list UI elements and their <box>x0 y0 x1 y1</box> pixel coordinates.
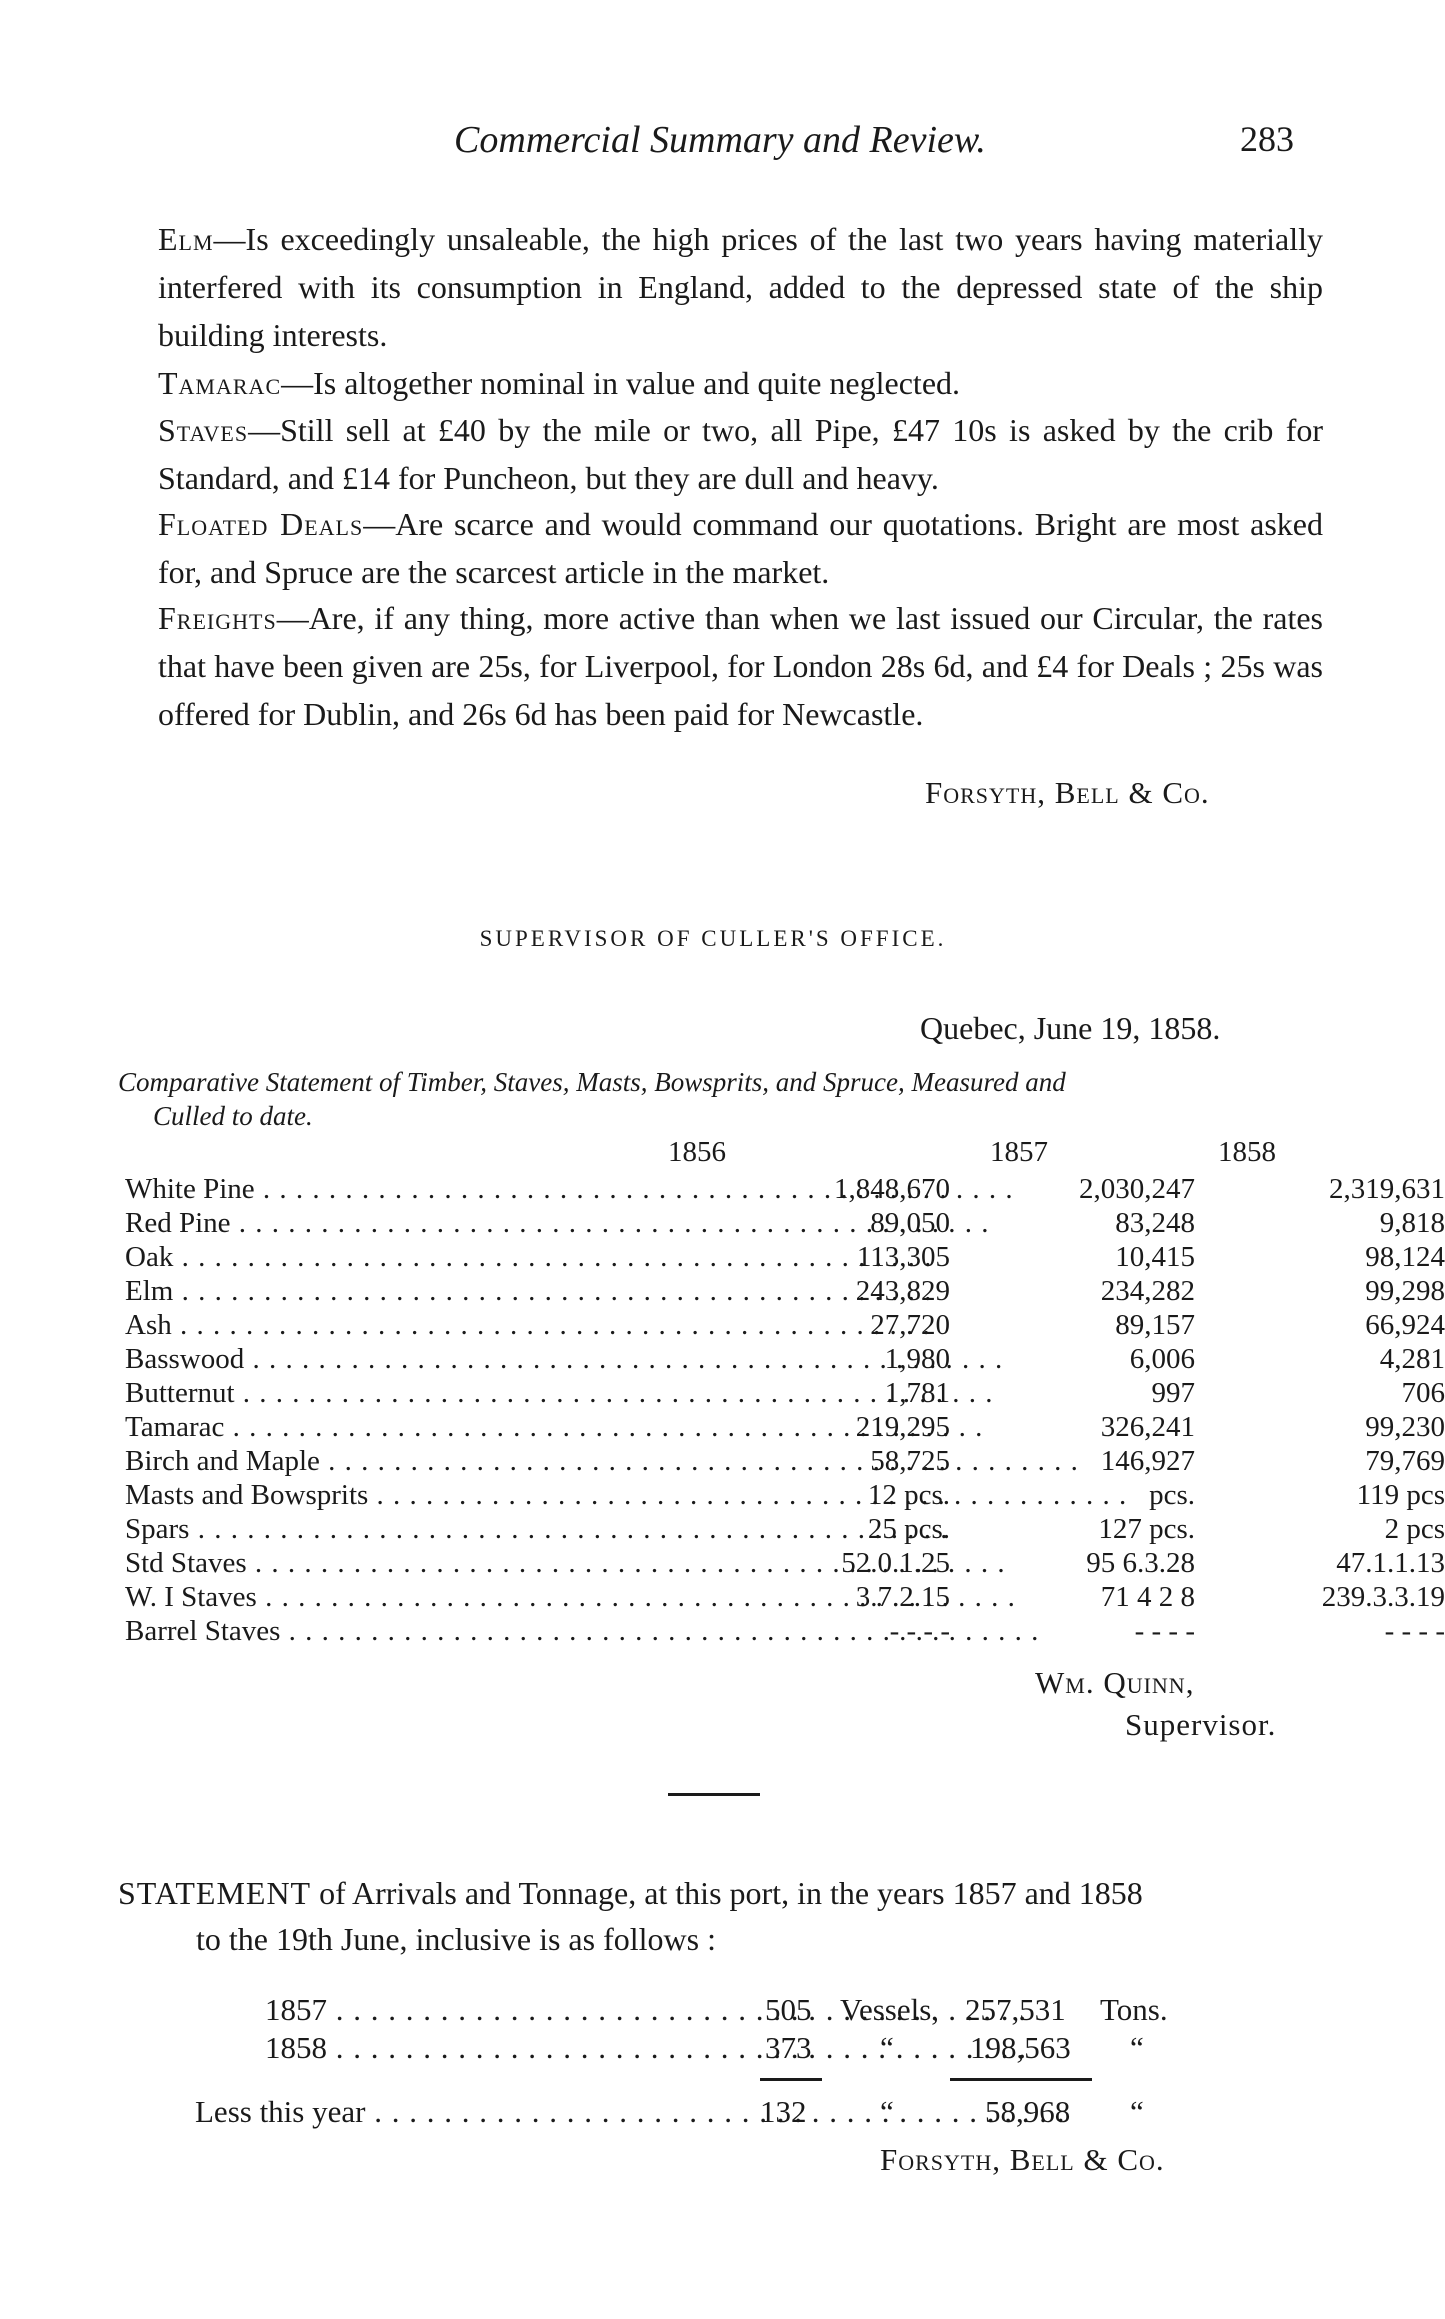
value-1858: - - - - <box>1384 1615 1445 1647</box>
value-1856: 89,050 <box>870 1207 950 1239</box>
value-1858: 2,319,631 <box>1329 1173 1445 1205</box>
value-1856: 52.0.1.25 <box>841 1547 950 1579</box>
paragraph-term: Tamarac <box>158 365 282 401</box>
row-label: Oak . . . <box>125 1241 685 1274</box>
paragraph-text: —Is exceedingly unsaleable, the high prices of the last two years having materially interfered with its consumption in England, added to the depressed state of the ship building interests. <box>158 221 1323 353</box>
statement-row <box>0 1992 1426 2032</box>
table-row <box>125 1411 1445 1445</box>
tonnage: 198,563 <box>970 2030 1071 2065</box>
paragraph-text: —Is altogether nominal in value and quite neglected. <box>281 365 961 401</box>
year-column-header: 1858 <box>1218 1136 1276 1168</box>
row-label: Elm . . . <box>125 1275 685 1308</box>
statement-lead: STATEMENT <box>118 1875 312 1911</box>
paragraph-term: Freights <box>158 600 277 636</box>
value-1857: - - - - <box>1134 1615 1195 1647</box>
table-row <box>125 1445 1445 1479</box>
table-row <box>125 1309 1445 1343</box>
paragraph-freights <box>158 594 1323 738</box>
page-number: 283 <box>1240 119 1294 159</box>
value-1857: 127 pcs. <box>1098 1513 1195 1545</box>
table-row <box>125 1343 1445 1377</box>
value-1858: 4,281 <box>1379 1343 1445 1375</box>
row-label: W. I Staves . . . <box>125 1581 685 1614</box>
sum-rule <box>760 2078 822 2081</box>
paragraph-term: Elm <box>158 221 214 257</box>
table-row <box>125 1377 1445 1411</box>
value-1857: 89,157 <box>1115 1309 1195 1341</box>
tonnage: 257,531 <box>965 1992 1066 2027</box>
value-1856: 3.7.2.15 <box>855 1581 950 1613</box>
row-label: Tamarac . . . <box>125 1411 685 1444</box>
row-label: Barrel Staves . . . <box>125 1615 685 1648</box>
value-1858: 99,230 <box>1365 1411 1445 1443</box>
value-1856: 58,725 <box>870 1445 950 1477</box>
value-1857: 95 6.3.28 <box>1086 1547 1195 1579</box>
row-label: Masts and Bowsprits . . . <box>125 1479 685 1512</box>
paragraph-text: —Are scarce and would command our quotations. Bright are most asked for, and Spruce are the scarcest article in the market. <box>158 506 1324 590</box>
vessel-unit: “ <box>880 2030 894 2065</box>
statement-year: 1858 . . . <box>265 2030 743 2066</box>
row-label: Std Staves . . . <box>125 1547 685 1580</box>
value-1857: 83,248 <box>1115 1207 1195 1239</box>
caption-line: Comparative Statement of Timber, Staves, Masts, Bowsprits, and Spruce, Measured and <box>118 1067 1066 1097</box>
table-row <box>125 1275 1445 1309</box>
value-1858: 47.1.1.13 <box>1336 1547 1445 1579</box>
value-1856: 1,980 <box>884 1343 950 1375</box>
value-1856: 25 pcs. <box>867 1513 950 1545</box>
signature-forsyth-bell: Forsyth, Bell & Co. <box>925 775 1210 810</box>
vessel-count: 373 <box>765 2030 812 2065</box>
value-1857: 146,927 <box>1100 1445 1195 1477</box>
value-1856: 27,720 <box>870 1309 950 1341</box>
statement-year: 1857 . . . <box>265 1992 743 2028</box>
office-title: SUPERVISOR OF CULLER'S OFFICE. <box>479 926 947 951</box>
row-label: Basswood . . . <box>125 1343 685 1376</box>
paragraph-floated-deals <box>158 500 1323 596</box>
row-label: Spars . . . <box>125 1513 685 1546</box>
year-column-header: 1856 <box>668 1136 726 1168</box>
value-1857: 234,282 <box>1100 1275 1195 1307</box>
supervisor-title: Supervisor. <box>1125 1707 1277 1742</box>
value-1858: 79,769 <box>1365 1445 1445 1477</box>
tonnage-unit: “ <box>1130 2030 1144 2065</box>
value-1858: 706 <box>1401 1377 1445 1409</box>
value-1857: 997 <box>1151 1377 1195 1409</box>
year-column-header: 1857 <box>990 1136 1048 1168</box>
value-1858: 98,124 <box>1365 1241 1445 1273</box>
row-label: Birch and Maple . . . <box>125 1445 685 1478</box>
paragraph-term: Floated Deals <box>158 506 364 542</box>
dateline: Quebec, June 19, 1858. <box>920 1010 1221 1046</box>
row-label: Butternut . . . <box>125 1377 685 1410</box>
statement-line: of Arrivals and Tonnage, at this port, in the years 1857 and 1858 <box>311 1875 1143 1911</box>
paragraph-staves <box>158 406 1323 502</box>
value-1856: 1,848,670 <box>834 1173 950 1205</box>
paragraph-term: Staves <box>158 412 249 448</box>
statement-text <box>118 1870 1328 1962</box>
paragraph-text: —Still sell at £40 by the mile or two, all Pipe, £47 10s is asked by the crib for Standard, and £14 for Puncheon, but they are dull and heavy. <box>158 412 1323 496</box>
supervisor-name: Wm. Quinn, <box>1035 1665 1195 1700</box>
value-1857: 326,241 <box>1100 1411 1195 1443</box>
value-1857: 71 4 2 8 <box>1100 1581 1195 1613</box>
caption-line: Culled to date. <box>153 1101 313 1131</box>
paragraph-text: —Are, if any thing, more active than when we last issued our Circular, the rates that have been given are 25s, for Liverpool, for London 28s 6d, and £4 for Deals ; 25s was offered for Dublin, and 26s 6d has been paid for Newcastle. <box>158 600 1323 732</box>
signature-forsyth-bell: Forsyth, Bell & Co. <box>880 2142 1165 2177</box>
running-header: Commercial Summary and Review. <box>454 119 986 161</box>
less-tonnage: 58,968 <box>985 2094 1071 2129</box>
row-label: Ash . . . <box>125 1309 685 1342</box>
value-1856: - - - - <box>889 1615 950 1647</box>
value-1858: 2 pcs <box>1384 1513 1445 1545</box>
value-1856: 12 pcs. <box>867 1479 950 1511</box>
value-1858: 99,298 <box>1365 1275 1445 1307</box>
paragraph-tamarac <box>158 359 1323 407</box>
table-row <box>125 1241 1445 1275</box>
table-caption <box>118 1065 1328 1133</box>
value-1856: 219,295 <box>855 1411 950 1443</box>
value-1856: 1,781 <box>884 1377 950 1409</box>
paragraph-elm <box>158 215 1323 359</box>
table-row <box>125 1581 1445 1615</box>
less-label: Less this year . . . <box>195 2094 743 2130</box>
value-1858: 119 pcs <box>1356 1479 1445 1511</box>
table-row <box>125 1173 1445 1207</box>
section-divider <box>668 1793 760 1796</box>
less-count: 132 <box>760 2094 807 2129</box>
statement-line: to the 19th June, inclusive is as follows : <box>196 1921 716 1957</box>
vessel-unit: Vessels, <box>840 1992 940 2027</box>
statement-row <box>0 2030 1426 2070</box>
row-label: Red Pine . . . <box>125 1207 685 1240</box>
value-1856: 243,829 <box>855 1275 950 1307</box>
value-1858: 9,818 <box>1379 1207 1445 1239</box>
value-1858: 66,924 <box>1365 1309 1445 1341</box>
vessel-count: 505 <box>765 1992 812 2027</box>
table-row <box>125 1547 1445 1581</box>
row-label: White Pine . . . <box>125 1173 685 1206</box>
table-row <box>125 1207 1445 1241</box>
tonnage-unit: Tons. <box>1100 1992 1168 2027</box>
value-1857: 2,030,247 <box>1079 1173 1195 1205</box>
value-1857: pcs. <box>1149 1479 1195 1511</box>
sum-rule <box>950 2078 1092 2081</box>
statement-total-row <box>0 2094 1426 2134</box>
table-row <box>125 1615 1445 1649</box>
value-1857: 10,415 <box>1115 1241 1195 1273</box>
tonnage-unit: “ <box>1130 2094 1144 2129</box>
vessel-unit: “ <box>880 2094 894 2129</box>
table-row <box>125 1513 1445 1547</box>
value-1857: 6,006 <box>1129 1343 1195 1375</box>
value-1858: 239.3.3.19 <box>1321 1581 1445 1613</box>
value-1856: 113,305 <box>856 1241 950 1273</box>
table-row <box>125 1479 1445 1513</box>
